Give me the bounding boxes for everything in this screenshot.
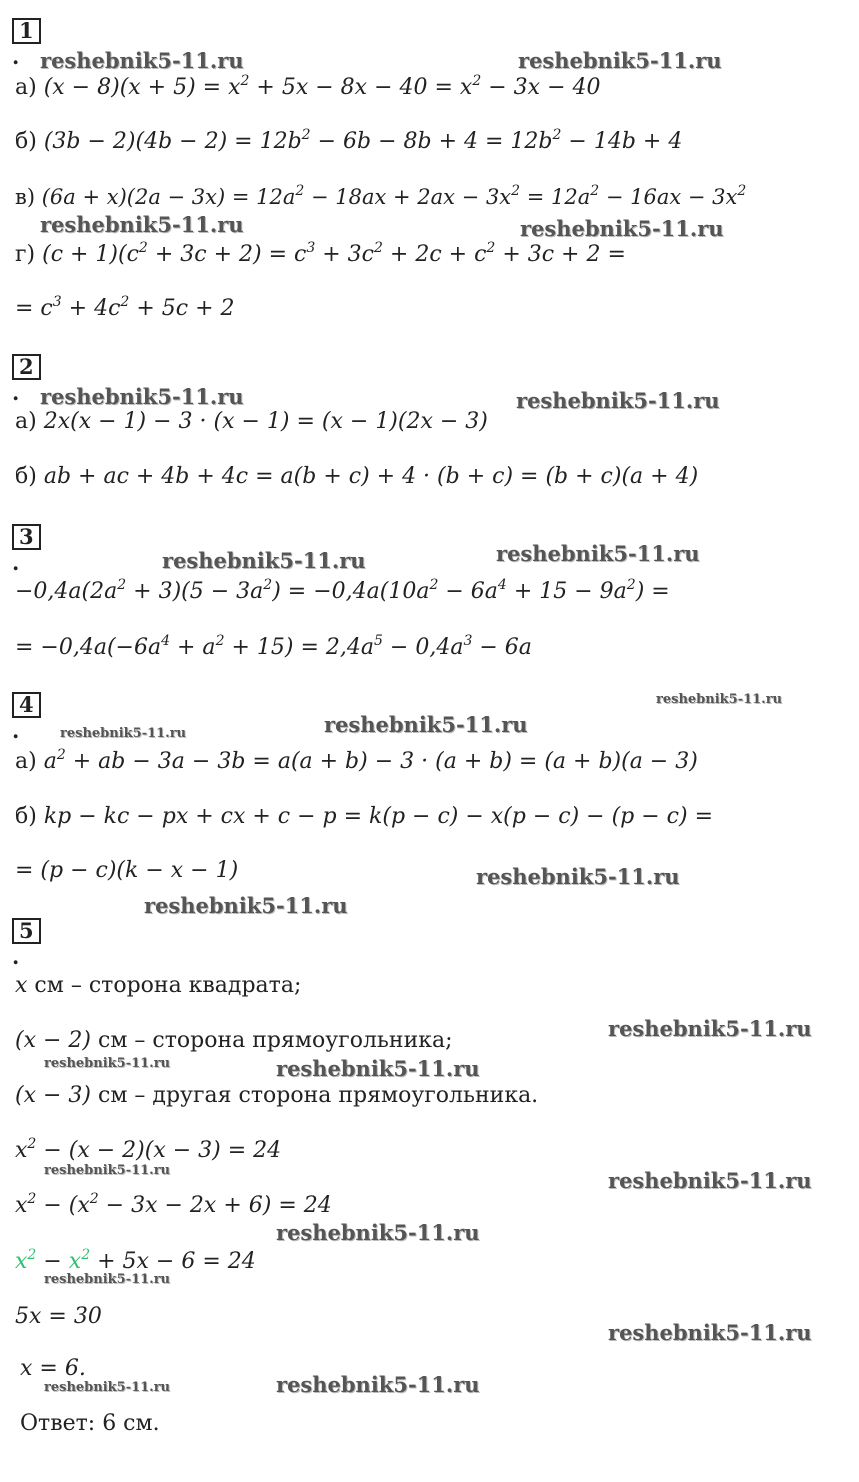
- watermark: reshebnik5-11.ru: [608, 1168, 812, 1193]
- task4-b: б) kp − kc − px + cx + c − p = k(p − c) − x(p − c) − (p − c) =: [15, 804, 714, 829]
- task5-line3: (x − 3) см – другая сторона прямоугольника.: [15, 1083, 539, 1108]
- task5-line1: x см – сторона квадрата;: [15, 973, 302, 998]
- watermark: reshebnik5-11.ru: [516, 388, 720, 413]
- watermark: reshebnik5-11.ru: [608, 1016, 812, 1041]
- watermark: reshebnik5-11.ru: [608, 1320, 812, 1345]
- task-number-4: 4.: [12, 692, 40, 718]
- watermark: reshebnik5-11.ru: [476, 864, 680, 889]
- watermark: reshebnik5-11.ru: [276, 1372, 480, 1397]
- task3-line1: $-0,4a(2a^2 + 3)(5 - 3a^2) = -0,4a(10a^2 - 6a^4 + 15 - 9a^2)$ =: [15, 577, 670, 604]
- task3-line2: = $-0,4a(-6a^4 + a^2 + 15) = 2,4a^5 - 0,4a^3 - 6a$: [15, 633, 532, 660]
- watermark: reshebnik5-11.ru: [40, 48, 244, 73]
- task5-eq2: $x^2 - (x^2 - 3x - 2x + 6) = 24$: [15, 1191, 332, 1218]
- task1-a: а) $(x - 8)(x + 5) = x^2 + 5x - 8x - 40 = x^2 - 3x - 40$: [15, 73, 601, 100]
- task5-line2: (x − 2) см – сторона прямоугольника;: [15, 1028, 453, 1053]
- task-number-2: 2.: [12, 354, 40, 380]
- watermark: reshebnik5-11.ru: [162, 548, 366, 573]
- task5-eq4: 5x = 30: [15, 1304, 102, 1329]
- task1-g: г) $(c + 1)(c^2 + 3c + 2) = c^3 + 3c^2 + 2c + c^2 + 3c + 2$ =: [15, 240, 626, 267]
- watermark: reshebnik5-11.ru: [656, 692, 783, 707]
- task-number-5: 5.: [12, 918, 40, 944]
- task5-eq1: $x^2 - (x - 2)(x - 3) = 24$: [15, 1136, 282, 1163]
- watermark: reshebnik5-11.ru: [40, 384, 244, 409]
- task-number-3: 3.: [12, 524, 40, 550]
- watermark: reshebnik5-11.ru: [496, 541, 700, 566]
- watermark: reshebnik5-11.ru: [40, 212, 244, 237]
- watermark: reshebnik5-11.ru: [276, 1056, 480, 1081]
- task5-eq3: $x^2 - x^2 + 5x - 6 = 24$: [15, 1247, 256, 1274]
- task4-a: а) $a^2$ + ab − 3a − 3b = a(a + b) − 3 · (a + b) = (a + b)(a − 3): [15, 747, 698, 774]
- task2-b: б) ab + ac + 4b + 4c = a(b + c) + 4 · (b + c) = (b + c)(a + 4): [15, 464, 699, 489]
- task1-b: б) $(3b - 2)(4b - 2) = 12b^2 - 6b - 8b + 4 = 12b^2 - 14b + 4$: [15, 127, 683, 154]
- watermark: reshebnik5-11.ru: [44, 1272, 171, 1287]
- watermark: reshebnik5-11.ru: [276, 1220, 480, 1245]
- task5-answer: Ответ: 6 см.: [20, 1411, 160, 1436]
- task-number-1: 1.: [12, 18, 40, 44]
- task5-eq5: x = 6.: [20, 1356, 86, 1381]
- cancelled-term: $x^2$: [15, 1247, 37, 1274]
- watermark: reshebnik5-11.ru: [520, 216, 724, 241]
- watermark: reshebnik5-11.ru: [44, 1056, 171, 1071]
- watermark: reshebnik5-11.ru: [518, 48, 722, 73]
- watermark: reshebnik5-11.ru: [60, 726, 187, 741]
- task2-a: а) 2x(x − 1) − 3 · (x − 1) = (x − 1)(2x − 3): [15, 409, 488, 434]
- watermark: reshebnik5-11.ru: [44, 1163, 171, 1178]
- watermark: reshebnik5-11.ru: [144, 893, 348, 918]
- watermark: reshebnik5-11.ru: [44, 1380, 171, 1395]
- task1-g-cont: = $c^3 + 4c^2 + 5c + 2$: [15, 294, 235, 321]
- cancelled-term: $x^2$: [68, 1247, 91, 1274]
- task4-b-cont: = (p − c)(k − x − 1): [15, 858, 239, 883]
- watermark: reshebnik5-11.ru: [324, 712, 528, 737]
- task1-v: в) $(6a + x)(2a - 3x) = 12a^2 - 18ax + 2ax - 3x^2 = 12a^2 - 16ax - 3x^2$: [15, 183, 747, 209]
